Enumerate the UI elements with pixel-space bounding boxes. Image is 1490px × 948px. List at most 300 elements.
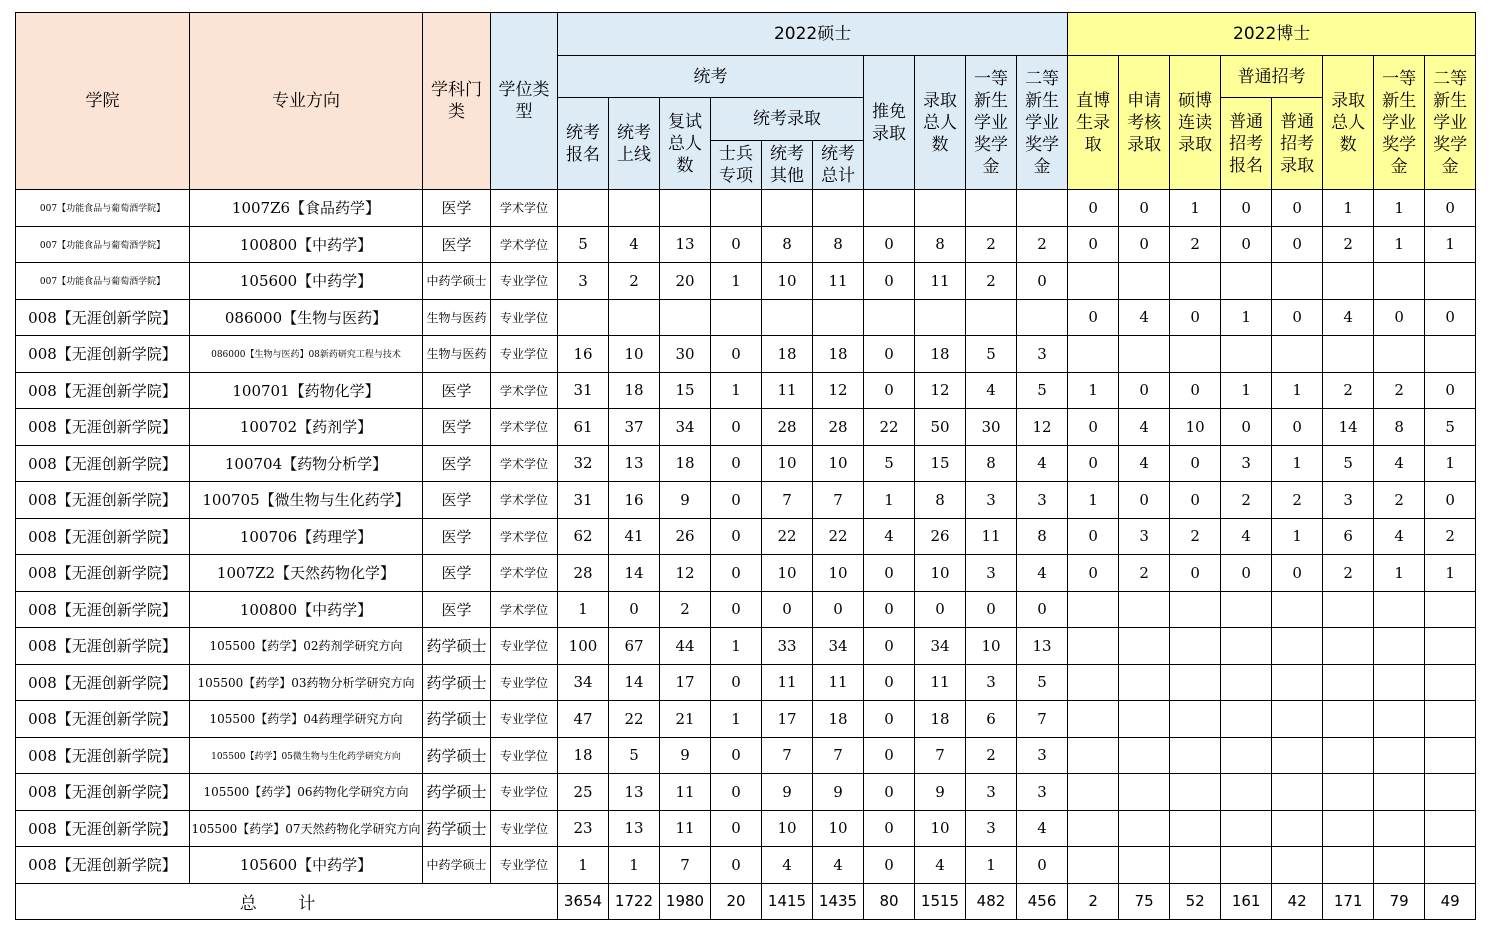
doctor-value-cell bbox=[1068, 847, 1119, 884]
master-value-cell: 0 bbox=[864, 737, 915, 774]
college-cell: 008【无涯创新学院】 bbox=[16, 664, 190, 701]
doctor-value-cell bbox=[1425, 336, 1476, 373]
header-master-second-scholarship: 二等新生学业奖学金 bbox=[1017, 56, 1068, 190]
master-value-cell: 0 bbox=[864, 591, 915, 628]
master-value-cell: 11 bbox=[915, 263, 966, 300]
doctor-value-cell bbox=[1170, 263, 1221, 300]
doctor-value-cell bbox=[1119, 336, 1170, 373]
master-value-cell: 3 bbox=[1017, 774, 1068, 811]
master-value-cell: 28 bbox=[762, 409, 813, 446]
master-value-cell: 7 bbox=[762, 737, 813, 774]
doctor-value-cell bbox=[1374, 810, 1425, 847]
master-value-cell: 4 bbox=[813, 847, 864, 884]
master-value-cell bbox=[966, 299, 1017, 336]
total-value-cell: 161 bbox=[1221, 883, 1272, 920]
master-value-cell: 10 bbox=[762, 810, 813, 847]
total-value-cell: 1415 bbox=[762, 883, 813, 920]
doctor-value-cell: 4 bbox=[1221, 518, 1272, 555]
master-value-cell: 10 bbox=[813, 445, 864, 482]
doctor-value-cell bbox=[1323, 774, 1374, 811]
master-value-cell bbox=[660, 299, 711, 336]
table-row bbox=[16, 810, 1476, 847]
master-value-cell: 15 bbox=[915, 445, 966, 482]
doctor-value-cell: 0 bbox=[1170, 445, 1221, 482]
college-cell: 008【无涯创新学院】 bbox=[16, 774, 190, 811]
master-value-cell: 34 bbox=[915, 628, 966, 665]
master-value-cell: 9 bbox=[660, 737, 711, 774]
doctor-value-cell bbox=[1221, 701, 1272, 738]
major-cell: 1007Z2【天然药物化学】 bbox=[190, 555, 423, 592]
master-value-cell: 14 bbox=[609, 664, 660, 701]
doctor-value-cell bbox=[1323, 591, 1374, 628]
master-value-cell: 2 bbox=[1017, 226, 1068, 263]
doctor-value-cell: 0 bbox=[1425, 299, 1476, 336]
major-cell: 100702【药剂学】 bbox=[190, 409, 423, 446]
master-value-cell: 10 bbox=[762, 263, 813, 300]
doctor-value-cell bbox=[1425, 628, 1476, 665]
master-value-cell: 0 bbox=[711, 226, 762, 263]
doctor-value-cell bbox=[1323, 737, 1374, 774]
master-value-cell bbox=[915, 190, 966, 227]
doctor-value-cell: 6 bbox=[1323, 518, 1374, 555]
doctor-value-cell: 2 bbox=[1221, 482, 1272, 519]
master-value-cell bbox=[1017, 190, 1068, 227]
table-row bbox=[16, 336, 1476, 373]
doctor-value-cell bbox=[1221, 810, 1272, 847]
doctor-value-cell bbox=[1119, 774, 1170, 811]
master-value-cell bbox=[762, 190, 813, 227]
master-value-cell: 0 bbox=[711, 445, 762, 482]
header-discipline: 学科门类 bbox=[423, 13, 491, 190]
table-row bbox=[16, 737, 1476, 774]
master-value-cell: 4 bbox=[1017, 555, 1068, 592]
master-value-cell: 22 bbox=[864, 409, 915, 446]
master-value-cell: 13 bbox=[609, 445, 660, 482]
master-value-cell: 18 bbox=[558, 737, 609, 774]
master-value-cell: 4 bbox=[864, 518, 915, 555]
master-value-cell: 0 bbox=[711, 737, 762, 774]
doctor-value-cell: 2 bbox=[1170, 518, 1221, 555]
master-value-cell bbox=[813, 299, 864, 336]
total-value-cell: 482 bbox=[966, 883, 1017, 920]
master-value-cell: 12 bbox=[660, 555, 711, 592]
college-cell: 008【无涯创新学院】 bbox=[16, 628, 190, 665]
master-value-cell: 12 bbox=[1017, 409, 1068, 446]
header-doctor-second-scholarship: 二等新生学业奖学金 bbox=[1425, 56, 1476, 190]
master-value-cell: 1 bbox=[711, 263, 762, 300]
total-value-cell: 3654 bbox=[558, 883, 609, 920]
doctor-value-cell: 2 bbox=[1323, 226, 1374, 263]
master-value-cell: 18 bbox=[813, 701, 864, 738]
master-value-cell: 3 bbox=[966, 774, 1017, 811]
master-value-cell: 26 bbox=[915, 518, 966, 555]
doctor-value-cell: 0 bbox=[1068, 190, 1119, 227]
header-general-admit: 普通招考录取 bbox=[1272, 98, 1323, 190]
master-value-cell: 9 bbox=[660, 482, 711, 519]
doctor-value-cell bbox=[1068, 336, 1119, 373]
master-value-cell: 0 bbox=[864, 664, 915, 701]
doctor-value-cell: 1 bbox=[1374, 226, 1425, 263]
master-value-cell: 18 bbox=[609, 372, 660, 409]
master-value-cell: 0 bbox=[864, 372, 915, 409]
discipline-cell: 药学硕士 bbox=[423, 737, 491, 774]
doctor-value-cell: 5 bbox=[1425, 409, 1476, 446]
doctor-value-cell: 0 bbox=[1068, 299, 1119, 336]
master-value-cell: 15 bbox=[660, 372, 711, 409]
total-value-cell: 52 bbox=[1170, 883, 1221, 920]
doctor-value-cell bbox=[1221, 737, 1272, 774]
header-master-first-scholarship: 一等新生学业奖学金 bbox=[966, 56, 1017, 190]
header-master-group: 2022硕士 bbox=[558, 13, 1068, 56]
doctor-value-cell: 2 bbox=[1272, 482, 1323, 519]
doctor-value-cell bbox=[1272, 810, 1323, 847]
doctor-value-cell: 1 bbox=[1374, 555, 1425, 592]
doctor-value-cell: 0 bbox=[1272, 299, 1323, 336]
header-ms-phd: 硕博连读录取 bbox=[1170, 56, 1221, 190]
discipline-cell: 药学硕士 bbox=[423, 810, 491, 847]
college-cell: 008【无涯创新学院】 bbox=[16, 409, 190, 446]
master-value-cell: 61 bbox=[558, 409, 609, 446]
doctor-value-cell bbox=[1272, 591, 1323, 628]
doctor-value-cell: 0 bbox=[1068, 445, 1119, 482]
master-value-cell: 12 bbox=[915, 372, 966, 409]
master-value-cell: 30 bbox=[966, 409, 1017, 446]
college-cell: 008【无涯创新学院】 bbox=[16, 847, 190, 884]
master-value-cell: 8 bbox=[813, 226, 864, 263]
doctor-value-cell bbox=[1425, 737, 1476, 774]
discipline-cell: 医学 bbox=[423, 518, 491, 555]
major-cell: 105600【中药学】 bbox=[190, 263, 423, 300]
doctor-value-cell: 0 bbox=[1425, 482, 1476, 519]
doctor-value-cell bbox=[1119, 701, 1170, 738]
master-value-cell: 11 bbox=[660, 774, 711, 811]
master-value-cell: 11 bbox=[813, 664, 864, 701]
master-value-cell: 2 bbox=[966, 263, 1017, 300]
master-value-cell: 2 bbox=[966, 737, 1017, 774]
college-cell: 008【无涯创新学院】 bbox=[16, 810, 190, 847]
master-value-cell: 9 bbox=[915, 774, 966, 811]
master-value-cell: 16 bbox=[609, 482, 660, 519]
master-value-cell: 5 bbox=[558, 226, 609, 263]
header-doctor-first-scholarship: 一等新生学业奖学金 bbox=[1374, 56, 1425, 190]
doctor-value-cell: 4 bbox=[1323, 299, 1374, 336]
doctor-value-cell bbox=[1272, 737, 1323, 774]
doctor-value-cell: 0 bbox=[1221, 409, 1272, 446]
doctor-value-cell: 8 bbox=[1374, 409, 1425, 446]
total-value-cell: 1515 bbox=[915, 883, 966, 920]
total-value-cell: 1980 bbox=[660, 883, 711, 920]
master-value-cell: 1 bbox=[711, 701, 762, 738]
table-row bbox=[16, 263, 1476, 300]
doctor-value-cell bbox=[1323, 847, 1374, 884]
degree-cell: 专业学位 bbox=[491, 810, 558, 847]
doctor-value-cell bbox=[1425, 701, 1476, 738]
master-value-cell: 11 bbox=[966, 518, 1017, 555]
total-label: 总 计 bbox=[16, 883, 558, 920]
doctor-value-cell bbox=[1221, 664, 1272, 701]
college-cell: 008【无涯创新学院】 bbox=[16, 482, 190, 519]
master-value-cell bbox=[864, 299, 915, 336]
header-college: 学院 bbox=[16, 13, 190, 190]
total-value-cell: 42 bbox=[1272, 883, 1323, 920]
master-value-cell: 7 bbox=[660, 847, 711, 884]
doctor-value-cell: 14 bbox=[1323, 409, 1374, 446]
master-value-cell: 13 bbox=[609, 774, 660, 811]
doctor-value-cell bbox=[1119, 263, 1170, 300]
master-value-cell: 3 bbox=[966, 810, 1017, 847]
doctor-value-cell bbox=[1374, 847, 1425, 884]
doctor-value-cell: 1 bbox=[1170, 190, 1221, 227]
master-value-cell: 3 bbox=[966, 482, 1017, 519]
table-body bbox=[16, 190, 1476, 920]
master-value-cell: 10 bbox=[915, 555, 966, 592]
doctor-value-cell: 2 bbox=[1425, 518, 1476, 555]
table-row bbox=[16, 482, 1476, 519]
master-value-cell: 8 bbox=[762, 226, 813, 263]
table-row bbox=[16, 372, 1476, 409]
doctor-value-cell bbox=[1323, 336, 1374, 373]
header-unified-admit-group: 统考录取 bbox=[711, 98, 864, 141]
doctor-value-cell: 0 bbox=[1119, 226, 1170, 263]
doctor-value-cell: 1 bbox=[1272, 445, 1323, 482]
discipline-cell: 药学硕士 bbox=[423, 628, 491, 665]
master-value-cell: 7 bbox=[813, 737, 864, 774]
master-value-cell: 21 bbox=[660, 701, 711, 738]
master-value-cell: 1 bbox=[711, 372, 762, 409]
doctor-value-cell bbox=[1221, 774, 1272, 811]
master-value-cell bbox=[609, 190, 660, 227]
table-row bbox=[16, 190, 1476, 227]
degree-cell: 学术学位 bbox=[491, 518, 558, 555]
doctor-value-cell: 0 bbox=[1425, 372, 1476, 409]
doctor-value-cell: 2 bbox=[1323, 372, 1374, 409]
header-unified-exam: 统考 bbox=[558, 56, 864, 98]
master-value-cell: 0 bbox=[711, 518, 762, 555]
doctor-value-cell: 0 bbox=[1119, 372, 1170, 409]
discipline-cell: 医学 bbox=[423, 409, 491, 446]
doctor-value-cell bbox=[1119, 847, 1170, 884]
master-value-cell: 0 bbox=[915, 591, 966, 628]
admission-table bbox=[15, 12, 1476, 920]
degree-cell: 学术学位 bbox=[491, 555, 558, 592]
college-cell: 008【无涯创新学院】 bbox=[16, 299, 190, 336]
master-value-cell: 3 bbox=[1017, 482, 1068, 519]
major-cell: 100701【药物化学】 bbox=[190, 372, 423, 409]
discipline-cell: 生物与医药 bbox=[423, 299, 491, 336]
master-value-cell: 0 bbox=[864, 336, 915, 373]
total-value-cell: 20 bbox=[711, 883, 762, 920]
header-general-group: 普通招考 bbox=[1221, 56, 1323, 98]
master-value-cell: 0 bbox=[813, 591, 864, 628]
total-value-cell: 1722 bbox=[609, 883, 660, 920]
table-row bbox=[16, 518, 1476, 555]
master-value-cell: 3 bbox=[1017, 737, 1068, 774]
master-value-cell: 0 bbox=[864, 628, 915, 665]
master-value-cell: 0 bbox=[966, 591, 1017, 628]
major-cell: 105500【药学】05微生物与生化药学研究方向 bbox=[190, 737, 423, 774]
major-cell: 086000【生物与医药】08新药研究工程与技术 bbox=[190, 336, 423, 373]
doctor-value-cell: 4 bbox=[1374, 518, 1425, 555]
doctor-value-cell bbox=[1323, 263, 1374, 300]
header-apply-review: 申请考核录取 bbox=[1119, 56, 1170, 190]
doctor-value-cell: 0 bbox=[1272, 409, 1323, 446]
master-value-cell: 7 bbox=[1017, 701, 1068, 738]
degree-cell: 专业学位 bbox=[491, 263, 558, 300]
doctor-value-cell: 4 bbox=[1119, 445, 1170, 482]
discipline-cell: 医学 bbox=[423, 482, 491, 519]
header-unified-other: 统考其他 bbox=[762, 141, 813, 190]
master-value-cell: 18 bbox=[915, 701, 966, 738]
master-value-cell: 4 bbox=[1017, 810, 1068, 847]
major-cell: 105500【药学】04药理学研究方向 bbox=[190, 701, 423, 738]
header-unified-pass: 统考上线 bbox=[609, 98, 660, 190]
master-value-cell: 0 bbox=[711, 847, 762, 884]
master-value-cell: 3 bbox=[558, 263, 609, 300]
master-value-cell: 0 bbox=[1017, 847, 1068, 884]
master-value-cell bbox=[864, 190, 915, 227]
master-value-cell: 10 bbox=[915, 810, 966, 847]
doctor-value-cell bbox=[1068, 263, 1119, 300]
master-value-cell: 22 bbox=[813, 518, 864, 555]
doctor-value-cell bbox=[1272, 336, 1323, 373]
master-value-cell: 37 bbox=[609, 409, 660, 446]
doctor-value-cell: 1 bbox=[1323, 190, 1374, 227]
college-cell: 008【无涯创新学院】 bbox=[16, 518, 190, 555]
master-value-cell: 11 bbox=[762, 664, 813, 701]
discipline-cell: 医学 bbox=[423, 445, 491, 482]
master-value-cell: 10 bbox=[813, 555, 864, 592]
degree-cell: 学术学位 bbox=[491, 226, 558, 263]
degree-cell: 学术学位 bbox=[491, 591, 558, 628]
table-row bbox=[16, 774, 1476, 811]
doctor-value-cell bbox=[1170, 336, 1221, 373]
master-value-cell: 100 bbox=[558, 628, 609, 665]
total-value-cell: 79 bbox=[1374, 883, 1425, 920]
discipline-cell: 药学硕士 bbox=[423, 774, 491, 811]
major-cell: 105500【药学】06药物化学研究方向 bbox=[190, 774, 423, 811]
table-row bbox=[16, 445, 1476, 482]
header-soldier: 士兵专项 bbox=[711, 141, 762, 190]
doctor-value-cell: 10 bbox=[1170, 409, 1221, 446]
master-value-cell: 34 bbox=[660, 409, 711, 446]
master-value-cell: 0 bbox=[864, 701, 915, 738]
doctor-value-cell bbox=[1170, 664, 1221, 701]
doctor-value-cell: 1 bbox=[1272, 372, 1323, 409]
master-value-cell: 18 bbox=[915, 336, 966, 373]
master-value-cell: 1 bbox=[609, 847, 660, 884]
degree-cell: 专业学位 bbox=[491, 701, 558, 738]
doctor-value-cell bbox=[1374, 336, 1425, 373]
master-value-cell: 13 bbox=[609, 810, 660, 847]
doctor-value-cell bbox=[1170, 701, 1221, 738]
master-value-cell: 9 bbox=[762, 774, 813, 811]
master-value-cell: 28 bbox=[558, 555, 609, 592]
master-value-cell: 11 bbox=[762, 372, 813, 409]
master-value-cell: 10 bbox=[966, 628, 1017, 665]
total-value-cell: 456 bbox=[1017, 883, 1068, 920]
doctor-value-cell: 0 bbox=[1374, 299, 1425, 336]
doctor-value-cell bbox=[1425, 664, 1476, 701]
master-value-cell: 10 bbox=[813, 810, 864, 847]
header-unified-apply: 统考报名 bbox=[558, 98, 609, 190]
header-retest-total: 复试总人数 bbox=[660, 98, 711, 190]
master-value-cell bbox=[762, 299, 813, 336]
master-value-cell: 5 bbox=[1017, 372, 1068, 409]
master-value-cell: 0 bbox=[711, 555, 762, 592]
doctor-value-cell bbox=[1119, 664, 1170, 701]
doctor-value-cell: 4 bbox=[1374, 445, 1425, 482]
total-value-cell: 75 bbox=[1119, 883, 1170, 920]
doctor-value-cell: 1 bbox=[1374, 190, 1425, 227]
major-cell: 086000【生物与医药】 bbox=[190, 299, 423, 336]
master-value-cell: 18 bbox=[762, 336, 813, 373]
major-cell: 105500【药学】02药剂学研究方向 bbox=[190, 628, 423, 665]
master-value-cell: 1 bbox=[711, 628, 762, 665]
master-value-cell: 8 bbox=[915, 482, 966, 519]
doctor-value-cell bbox=[1425, 263, 1476, 300]
college-cell: 007【功能食品与葡萄酒学院】 bbox=[16, 263, 190, 300]
doctor-value-cell bbox=[1221, 336, 1272, 373]
discipline-cell: 药学硕士 bbox=[423, 701, 491, 738]
doctor-value-cell bbox=[1170, 810, 1221, 847]
degree-cell: 专业学位 bbox=[491, 299, 558, 336]
master-value-cell: 9 bbox=[813, 774, 864, 811]
doctor-value-cell bbox=[1425, 591, 1476, 628]
doctor-value-cell bbox=[1068, 591, 1119, 628]
master-value-cell: 0 bbox=[1017, 263, 1068, 300]
doctor-value-cell: 0 bbox=[1170, 555, 1221, 592]
master-value-cell: 2 bbox=[660, 591, 711, 628]
degree-cell: 学术学位 bbox=[491, 482, 558, 519]
total-value-cell: 2 bbox=[1068, 883, 1119, 920]
doctor-value-cell bbox=[1068, 774, 1119, 811]
master-value-cell bbox=[711, 299, 762, 336]
master-value-cell: 4 bbox=[1017, 445, 1068, 482]
master-value-cell bbox=[558, 190, 609, 227]
table-row bbox=[16, 555, 1476, 592]
major-cell: 100705【微生物与生化药学】 bbox=[190, 482, 423, 519]
master-value-cell bbox=[1017, 299, 1068, 336]
doctor-value-cell bbox=[1170, 847, 1221, 884]
doctor-value-cell: 4 bbox=[1119, 409, 1170, 446]
master-value-cell: 0 bbox=[864, 263, 915, 300]
master-value-cell: 25 bbox=[558, 774, 609, 811]
doctor-value-cell: 2 bbox=[1119, 555, 1170, 592]
master-value-cell: 26 bbox=[660, 518, 711, 555]
master-value-cell bbox=[813, 190, 864, 227]
doctor-value-cell bbox=[1119, 737, 1170, 774]
discipline-cell: 医学 bbox=[423, 555, 491, 592]
master-value-cell: 11 bbox=[660, 810, 711, 847]
college-cell: 008【无涯创新学院】 bbox=[16, 336, 190, 373]
master-value-cell: 4 bbox=[762, 847, 813, 884]
master-value-cell: 17 bbox=[762, 701, 813, 738]
degree-cell: 专业学位 bbox=[491, 336, 558, 373]
doctor-value-cell: 1 bbox=[1425, 445, 1476, 482]
master-value-cell: 1 bbox=[864, 482, 915, 519]
major-cell: 105600【中药学】 bbox=[190, 847, 423, 884]
total-row bbox=[16, 883, 1476, 920]
header-doctor-group: 2022博士 bbox=[1068, 13, 1476, 56]
master-value-cell: 3 bbox=[966, 555, 1017, 592]
doctor-value-cell: 1 bbox=[1221, 299, 1272, 336]
doctor-value-cell bbox=[1272, 628, 1323, 665]
doctor-value-cell: 0 bbox=[1170, 482, 1221, 519]
master-value-cell: 47 bbox=[558, 701, 609, 738]
doctor-value-cell: 0 bbox=[1170, 372, 1221, 409]
college-cell: 008【无涯创新学院】 bbox=[16, 591, 190, 628]
discipline-cell: 医学 bbox=[423, 591, 491, 628]
